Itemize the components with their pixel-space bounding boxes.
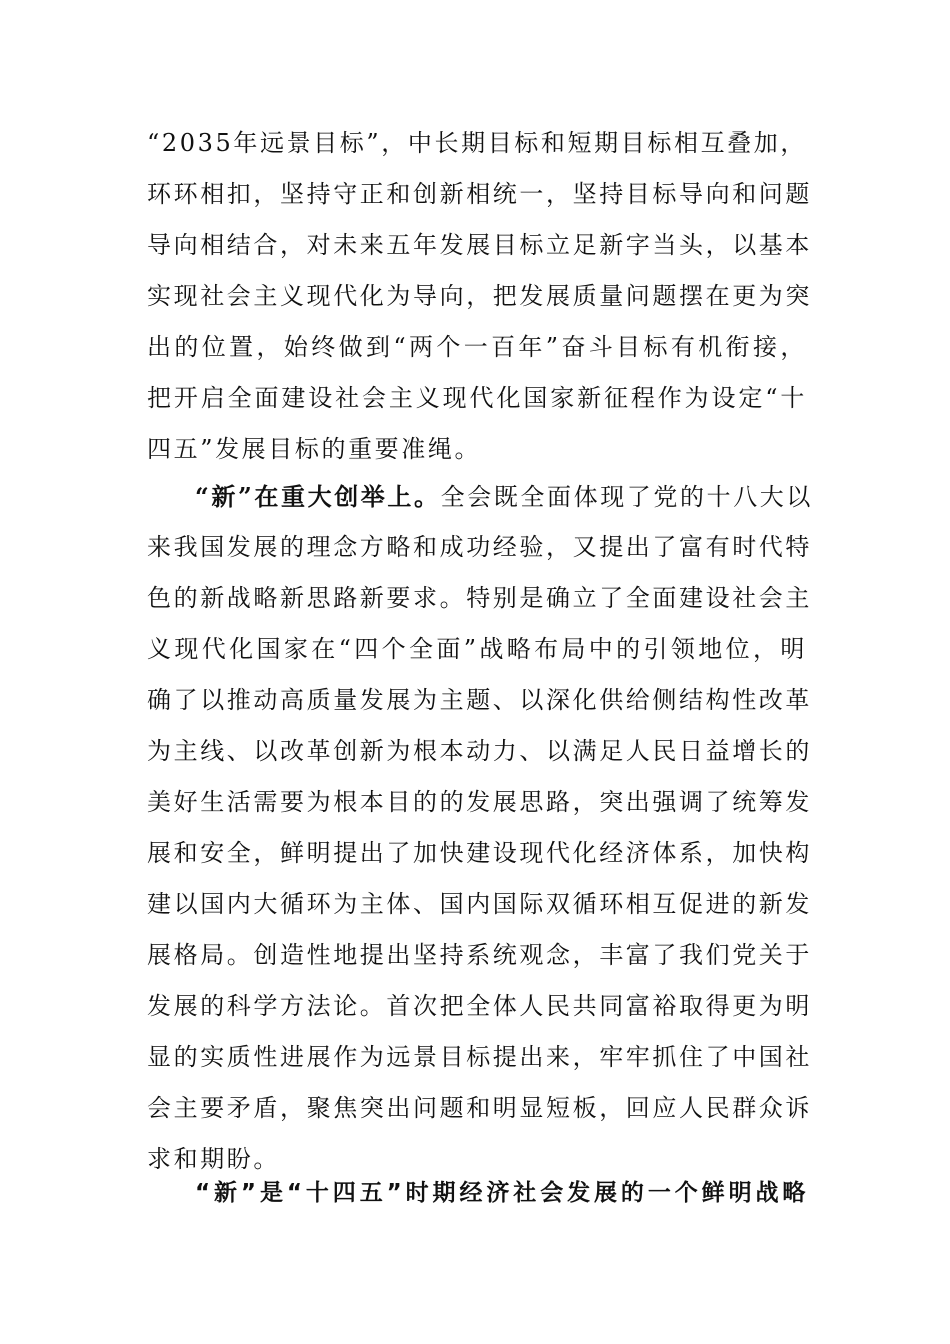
- text-line: 把开启全面建设社会主义现代化国家新征程作为设定“十: [147, 384, 807, 412]
- text-line: 四五”发展目标的重要准绳。: [147, 435, 482, 463]
- text-line: 确了以推动高质量发展为主题、以深化供给侧结构性改革: [147, 686, 812, 714]
- text-line: “2035年远景目标”，中长期目标和短期目标相互叠加，: [147, 129, 807, 157]
- paragraph-strategy-heading: [147, 1168, 807, 1219]
- text-line: 义现代化国家在“四个全面”战略布局中的引领地位，明: [147, 635, 807, 663]
- text-line: 显的实质性进展作为远景目标提出来，牢牢抓住了中国社: [147, 1043, 812, 1071]
- text-line: 求和期盼。: [147, 1145, 280, 1173]
- text-line: 为主线、以改革创新为根本动力、以满足人民日益增长的: [147, 737, 812, 765]
- text-line: 建以国内大循环为主体、国内国际双循环相互促进的新发: [147, 890, 812, 918]
- text-line: 出的位置，始终做到“两个一百年”奋斗目标有机衔接，: [147, 333, 807, 361]
- text-line: 来我国发展的理念方略和成功经验，又提出了富有时代特: [147, 533, 812, 561]
- text-line: 发展的科学方法论。首次把全体人民共同富裕取得更为明: [147, 992, 812, 1020]
- paragraph-innovation: [147, 471, 814, 1185]
- text-line: 展格局。创造性地提出坚持系统观念，丰富了我们党关于: [147, 941, 812, 969]
- text-line: 美好生活需要为根本目的的发展思路，突出强调了统筹发: [147, 788, 812, 816]
- text-line: 实现社会主义现代化为导向，把发展质量问题摆在更为突: [147, 282, 812, 310]
- text-line: 会主要矛盾，聚焦突出问题和明显短板，回应人民群众诉: [147, 1094, 812, 1122]
- section-heading-line: “新”是“十四五”时期经济社会发展的一个鲜明战略: [195, 1180, 807, 1206]
- text-line: 环环相扣，坚持守正和创新相统一，坚持目标导向和问题: [147, 180, 812, 208]
- text-line: 展和安全，鲜明提出了加快建设现代化经济体系，加快构: [147, 839, 812, 867]
- paragraph-lead-phrase: “新”在重大创举上。: [195, 482, 441, 511]
- paragraph-first-line: [147, 471, 814, 522]
- text-line: 色的新战略新思路新要求。特别是确立了全面建设社会主: [147, 584, 812, 612]
- text-line: 导向相结合，对未来五年发展目标立足新字当头，以基本: [147, 231, 812, 259]
- paragraph-goals: [147, 118, 812, 475]
- paragraph-first-line-rest: 全会既全面体现了党的十八大以: [440, 483, 814, 511]
